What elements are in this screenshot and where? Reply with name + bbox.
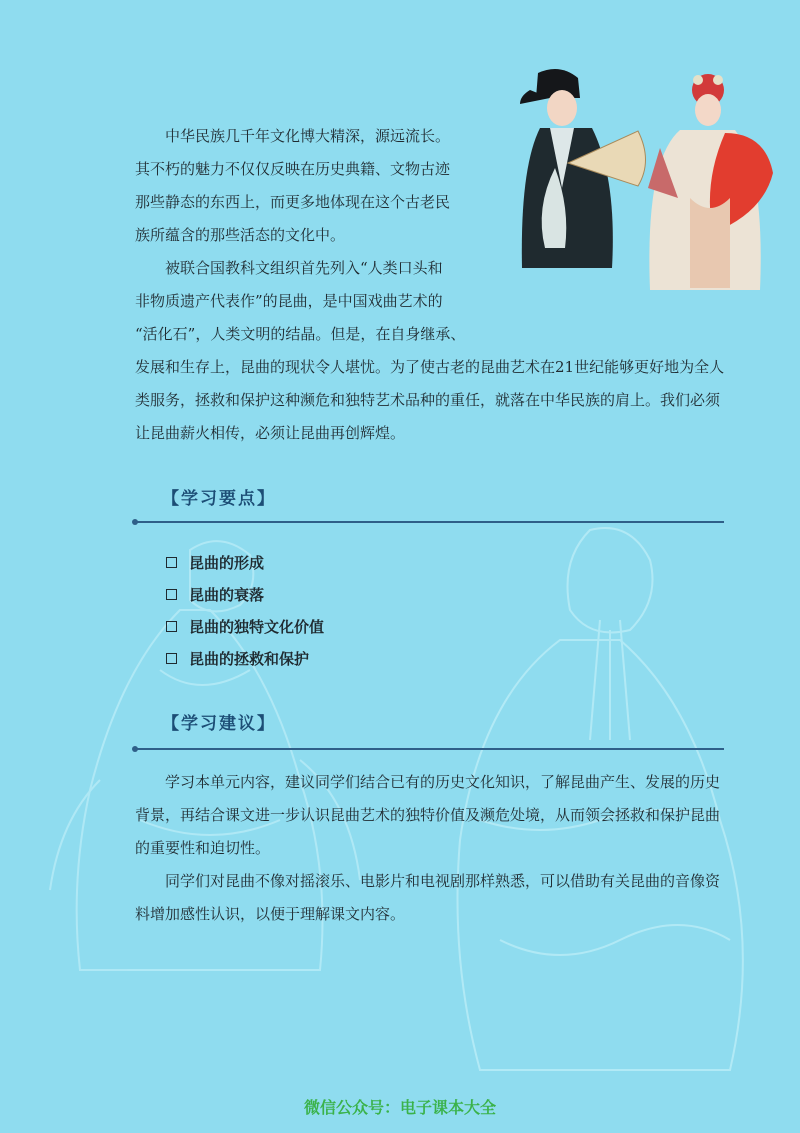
intro-line: 其不朽的魅力不仅仅反映在历史典籍、文物古迹 [135,160,451,178]
intro-paragraph-1 [135,120,475,252]
checkbox-square-icon [166,653,177,664]
checkbox-square-icon [166,557,177,568]
intro-paragraph-2 [135,252,475,351]
intro-line: 中华民族几千年文化博大精深，源远流长。 [165,127,451,145]
key-points-heading: 【学习要点】 [162,489,276,509]
list-item-label: 昆曲的衰落 [189,585,265,604]
list-item [166,642,324,674]
suggestions-body [135,766,727,931]
suggestions-paragraph: 同学们对昆曲不像对摇滚乐、电影片和电视剧那样熟悉，可以借助有关昆曲的音像资料增加感性认识，以便于理解课文内容。 [135,872,721,923]
intro-line: 那些静态的东西上，而更多地体现在这个古老民 [135,193,451,211]
intro-line: “活化石”，人类文明的结晶。但是，在自身继承、 [135,325,466,343]
key-points-list [166,546,324,674]
checkbox-square-icon [166,621,177,632]
list-item [166,546,324,578]
intro-paragraph-2-continued: 发展和生存上，昆曲的现状令人堪忧。为了使古老的昆曲艺术在21世纪能够更好地为全人类服务，拯救和保护这种濒危和独特艺术品种的重任，就落在中华民族的肩上。我们必须让昆曲薪火相传，必须让昆曲再创辉煌。 [135,358,725,442]
footer-watermark: 微信公众号：电子课本大全 [303,1098,496,1117]
list-item-label: 昆曲的形成 [189,553,265,572]
suggestions-paragraph: 学习本单元内容，建议同学们结合已有的历史文化知识，了解昆曲产生、发展的历史背景，再结合课文进一步认识昆曲艺术的独特价值及濒危处境，从而领会拯救和保护昆曲的重要性和迫切性。 [135,773,721,857]
checkbox-square-icon [166,589,177,600]
intro-line: 被联合国教科文组织首先列入“人类口头和 [165,259,443,277]
key-points-divider [136,521,724,523]
list-item [166,610,324,642]
suggestions-divider [136,748,724,750]
list-item-label: 昆曲的拯救和保护 [189,649,310,668]
suggestions-heading: 【学习建议】 [162,714,276,734]
intro-line: 非物质遗产代表作”的昆曲，是中国戏曲艺术的 [135,292,443,310]
list-item [166,578,324,610]
list-item-label: 昆曲的独特文化价值 [189,617,325,636]
intro-line: 族所蕴含的那些活态的文化中。 [135,226,346,244]
intro-section [135,120,725,450]
